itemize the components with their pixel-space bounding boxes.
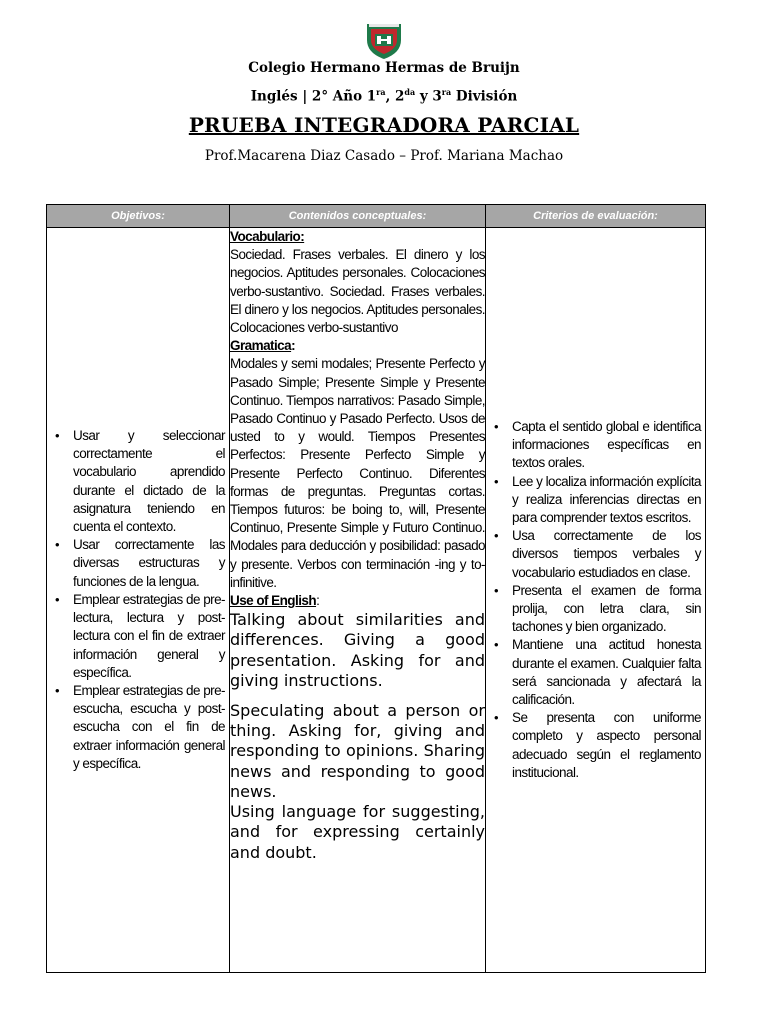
exam-title: PRUEBA INTEGRADORA PARCIAL [188, 113, 580, 137]
list-item: • Capta el sentido global e identifica informaciones específicas en textos orales. [512, 418, 701, 473]
school-crest-logo [364, 20, 404, 60]
course-line: Inglés | 2° Año $1^{ra}$, $2^{da}$ y $3^{ra}$ División [250, 87, 518, 105]
use-paragraph-1: Talking about similarities and differences. Giving a good presentation. Asking for and giving instructions. [230, 610, 485, 690]
list-item: • Emplear estrategias de pre-escucha, escucha y post-escucha con el fin de extraer información general y específica. [73, 682, 225, 773]
list-item: • Usa correctamente de los diversos tiempos verbales y vocabulario estudiados en clase. [512, 527, 701, 582]
use-paragraph-3: Using language for suggesting, and for expressing certainly and doubt. [230, 802, 485, 862]
grammar-text: Modales y semi modales; Presente Perfecto y Pasado Simple; Presente Simple y Presente Continuo. Tiempos narrativos: Pasado Simple, Pasado Continuo y Pasado Perfecto. Usos de usted to y would. Tiempos Presentes Perfectos: Presente Perfecto Simple y Presente Perfecto Continuo. Diferentes formas de preguntas. Preguntas cortas. Tiempos futuros: be boing to, will, Presente Continuo, Presente Simple y Futuro Continuo. Modales para deducción y posibilidad: pasado y presente. Verbos con terminación -ing y to-infinitive. [230, 356, 485, 590]
use-of-english-heading: Use of English [230, 593, 317, 609]
list-item: • Usar correctamente las diversas estructuras y funciones de la lengua. [73, 536, 225, 591]
school-name: Colegio Hermano Hermas de Bruijn [248, 60, 520, 76]
grammar-heading: Gramatica [230, 338, 292, 354]
list-item: • Se presenta con uniforme completo y aspecto personal adecuado según el reglamento institucional. [512, 709, 701, 782]
list-item: • Mantiene una actitud honesta durante el examen. Cualquier falta será sancionada y afectará la calificación. [512, 636, 701, 709]
list-item: • Lee y localiza información explícita y realiza inferencias directas en para comprender textos escritos. [512, 473, 701, 528]
table-row [47, 228, 706, 973]
criterios-cell [486, 228, 706, 973]
professors: Prof.Macarena Diaz Casado – Prof. Mariana Machao [204, 148, 564, 164]
vocab-text: Sociedad. Frases verbales. El dinero y los negocios. Aptitudes personales. Colocaciones verbo-sustantivo. Sociedad. Frases verbales. El dinero y los negocios. Aptitudes personales. Colocaciones verbo-sustantivo [230, 247, 485, 336]
objetivos-list [47, 427, 229, 773]
list-item: • Presenta el examen de forma prolija, con letra clara, sin tachones y bien organizado. [512, 582, 701, 637]
contenidos-cell [230, 228, 486, 973]
criterios-list [486, 418, 705, 782]
vocab-heading: Vocabulario: [230, 229, 305, 244]
list-item: • Emplear estrategias de pre-lectura, lectura y post-lectura con el fin de extraer información general y específica. [73, 591, 225, 682]
header-objetivos: Objetivos: [47, 205, 230, 228]
list-item: • Usar y seleccionar correctamente el vocabulario aprendido durante el dictado de la asignatura teniendo en cuenta el contexto. [73, 427, 225, 536]
header-criterios: Criterios de evaluación: [486, 205, 706, 228]
objetivos-cell [47, 228, 230, 973]
header-contenidos: Contenidos conceptuales: [230, 205, 486, 228]
objectives-table [46, 204, 706, 973]
table-header-row [47, 205, 706, 228]
use-paragraph-2: Speculating about a person or thing. Asking for, giving and responding to opinions. Sharing news and responding to good news. [230, 701, 485, 801]
contenidos-narrow-block: Vocabulario: Sociedad. Frases verbales. El dinero y los negocios. Aptitudes personales. Colocaciones verbo-sustantivo. Sociedad. Frases verbales. El dinero y los negocios. Aptitudes personales. Colocaciones verbo-sustantivo Gramatica: Modales y semi modales; Presente Perfecto y Pasado Simple; Presente Simple y Presente Continuo. Tiempos narrativos: Pasado Simple, Pasado Continuo y Pasado Perfecto. Usos de usted to y would. Tiempos Presentes Perfectos: Presente Perfecto Simple y Presente Perfecto Continuo. Diferentes formas de preguntas. Preguntas cortas. Tiempos futuros: be boing to, will, Presente Continuo, Presente Simple y Futuro Continuo. Modales para deducción y posibilidad: pasado y presente. Verbos con terminación -ing y to-infinitive. Use of English: [230, 229, 485, 609]
